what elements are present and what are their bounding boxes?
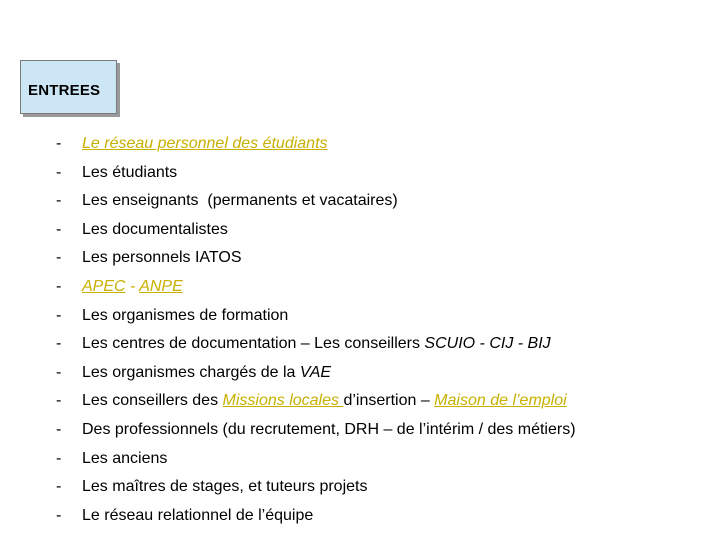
list-bullet: - xyxy=(56,449,62,467)
list-item-missions-locales xyxy=(56,388,576,417)
list-item-text: Les anciens xyxy=(82,449,168,467)
list-bullet: - xyxy=(56,220,62,238)
entrees-list xyxy=(56,131,576,531)
list-item-centres-documentation xyxy=(56,331,576,360)
list-bullet: - xyxy=(56,420,62,438)
list-item-text: Les conseillers des xyxy=(82,392,223,410)
list-item-text: Les personnels IATOS xyxy=(82,249,242,267)
list-item-text: Les enseignants (permanents et vacataires) xyxy=(82,192,398,210)
list-bullet: - xyxy=(56,478,62,496)
list-item-text: Les organismes de formation xyxy=(82,306,289,324)
insertion-text: d’insertion – xyxy=(343,392,435,410)
list-item-reseau-relationnel xyxy=(56,503,576,532)
list-item-text: Les organismes chargés de la xyxy=(82,363,300,381)
link-apec[interactable]: APEC xyxy=(82,277,126,295)
list-item-anciens xyxy=(56,446,576,475)
list-bullet: - xyxy=(56,277,62,295)
list-bullet: - xyxy=(56,192,62,210)
scuio-cij-bij-text: SCUIO - CIJ - BIJ xyxy=(424,335,551,353)
entrees-header-box xyxy=(20,60,117,114)
list-item-text: Les centres de documentation – Les conseillers xyxy=(82,335,425,353)
list-item-apec-anpe xyxy=(56,274,576,303)
list-item-text: Les étudiants xyxy=(82,163,178,181)
apec-anpe-separator: - xyxy=(125,277,140,295)
list-bullet: - xyxy=(56,363,62,381)
list-item-etudiants xyxy=(56,160,576,189)
list-bullet: - xyxy=(56,335,62,353)
list-item-iatos xyxy=(56,245,576,274)
list-bullet: - xyxy=(56,135,62,152)
list-bullet: - xyxy=(56,306,62,324)
list-item-text: Les documentalistes xyxy=(82,220,228,238)
list-bullet: - xyxy=(56,163,62,181)
list-item-documentalistes xyxy=(56,217,576,246)
list-item-enseignants xyxy=(56,188,576,217)
list-item-text: Le réseau relationnel de l’équipe xyxy=(82,506,314,524)
link-anpe[interactable]: ANPE xyxy=(139,277,183,295)
list-item-reseau-personnel xyxy=(56,131,576,160)
list-bullet: - xyxy=(56,506,62,524)
list-item-professionnels xyxy=(56,417,576,446)
section-title: ENTREES xyxy=(28,82,101,99)
list-bullet: - xyxy=(56,249,62,267)
link-maison-emploi[interactable]: Maison de l’emploi xyxy=(434,392,567,410)
list-item-maitres-stages xyxy=(56,474,576,503)
list-bullet: - xyxy=(56,392,62,410)
link-missions-locales[interactable]: Missions locales xyxy=(222,392,344,410)
list-item-text: Des professionnels (du recrutement, DRH – de l’intérim / des métiers) xyxy=(82,420,576,438)
link-reseau-personnel[interactable]: Le réseau personnel des étudiants xyxy=(82,135,328,152)
list-item-vae xyxy=(56,360,576,389)
list-item-organismes-formation xyxy=(56,303,576,332)
list-item-text: Les maîtres de stages, et tuteurs projets xyxy=(82,478,368,496)
vae-text: VAE xyxy=(299,363,332,381)
